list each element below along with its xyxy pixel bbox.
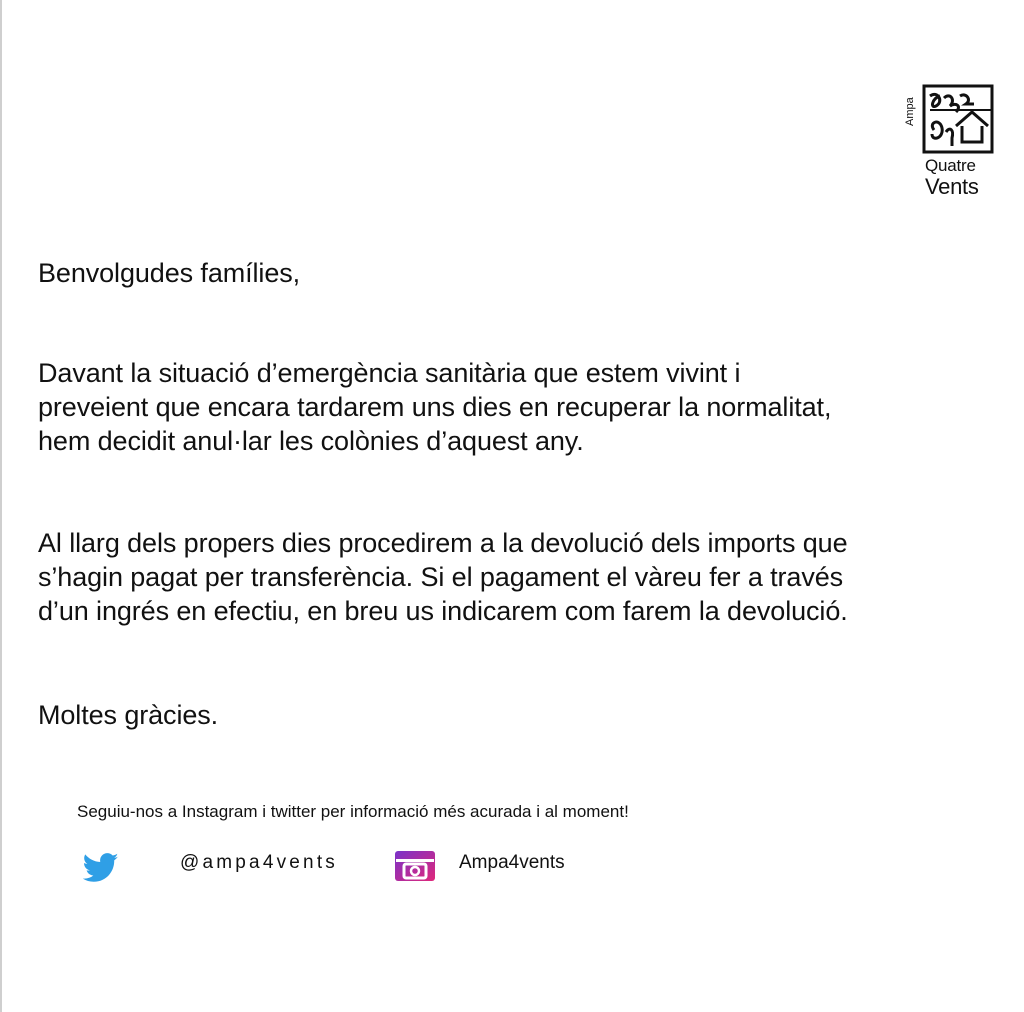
twitter-bird-icon	[83, 853, 119, 883]
paragraph-line: Davant la situació d’emergència sanitària que estem vivint i	[38, 358, 741, 388]
logo-vents-text: Vents	[925, 174, 979, 199]
instagram-icon	[394, 850, 436, 882]
paragraph-line: preveient que encara tardarem uns dies en recuperar la normalitat,	[38, 392, 832, 422]
paragraph-line: s’hagin pagat per transferència. Si el pagament el vàreu fer a través	[38, 562, 844, 592]
paragraph-cancellation	[38, 356, 831, 458]
logo-quatre-text: Quatre	[925, 156, 976, 175]
page-edge	[0, 0, 2, 1012]
paragraph-refund	[38, 526, 848, 628]
follow-us-text: Seguiu-nos a Instagram i twitter per informació més acurada i al moment!	[77, 802, 629, 821]
twitter-handle: @ampa4vents	[180, 852, 338, 873]
closing: Moltes gràcies.	[38, 700, 219, 730]
logo-ampa-text: Ampa	[904, 97, 916, 126]
greeting: Benvolgudes famílies,	[38, 258, 301, 288]
logo-emblem-icon	[904, 82, 1000, 158]
paragraph-line: d’un ingrés en efectiu, en breu us indicarem com farem la devolució.	[38, 596, 848, 626]
ampa-quatre-vents-logo	[904, 82, 1000, 202]
paragraph-line: Al llarg dels propers dies procedirem a la devolució dels imports que	[38, 528, 848, 558]
paragraph-line: hem decidit anul·lar les colònies d’aquest any.	[38, 426, 584, 456]
instagram-handle: Ampa4vents	[459, 852, 565, 873]
